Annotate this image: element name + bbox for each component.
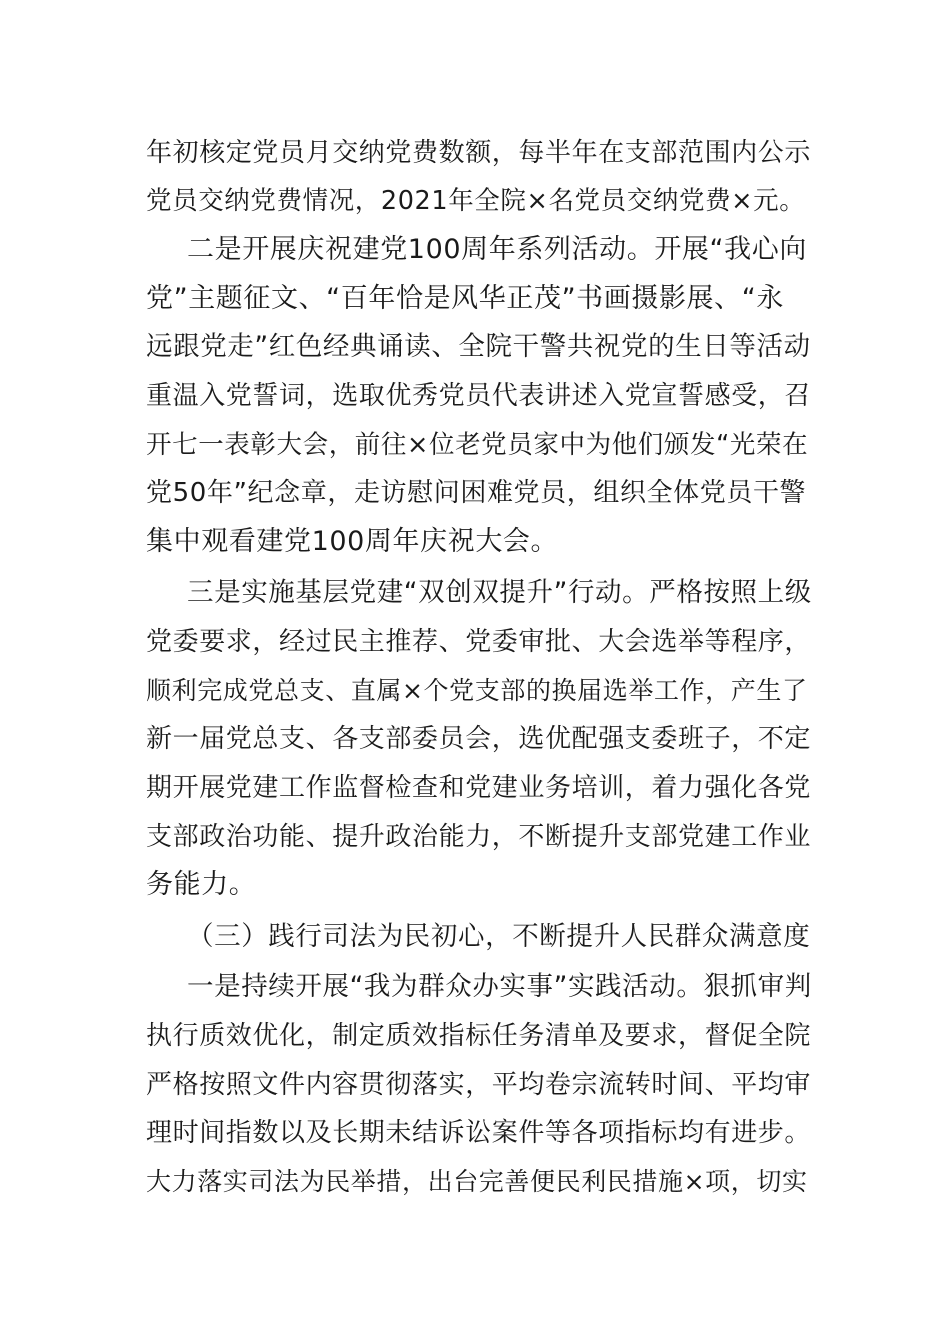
text-line: 务能力。 — [146, 869, 257, 900]
text-line: 党”主题征文、“百年恰是风华正茂”书画摄影展、“永 — [146, 283, 784, 314]
paragraph-start-line: 三是实施基层党建“双创双提升”行动。严格按照上级 — [187, 577, 812, 608]
text-line: 顺利完成党总支、直属×个党支部的换届选举工作，产生了 — [146, 676, 808, 705]
text-line: 期开展党建工作监督检查和党建业务培训，着力强化各党 — [146, 773, 812, 803]
paragraph-start-line: 二是开展庆祝建党100周年系列活动。开展“我心向 — [187, 234, 807, 265]
text-line: 新一届党总支、各支部委员会，选优配强支委班子，不定 — [146, 724, 812, 754]
text-line: 支部政治功能、提升政治能力，不断提升支部党建工作业 — [146, 822, 812, 852]
text-line: 集中观看建党100周年庆祝大会。 — [146, 526, 559, 557]
section-heading: （三）践行司法为民初心，不断提升人民群众满意度 — [187, 921, 811, 952]
text-line: 重温入党誓词，选取优秀党员代表讲述入党宣誓感受，召 — [146, 381, 812, 411]
text-line: 党50年”纪念章，走访慰问困难党员，组织全体党员干警 — [146, 478, 807, 508]
text-line: 开七一表彰大会，前往×位老党员家中为他们颁发“光荣在 — [146, 430, 809, 460]
text-line: 执行质效优化，制定质效指标任务清单及要求，督促全院 — [146, 1021, 812, 1051]
text-line: 理时间指数以及长期未结诉讼案件等各项指标均有进步。 — [146, 1118, 812, 1148]
text-line: 年初核定党员月交纳党费数额，每半年在支部范围内公示 — [146, 138, 812, 168]
text-line: 严格按照文件内容贯彻落实，平均卷宗流转时间、平均审 — [146, 1070, 812, 1100]
text-line: 大力落实司法为民举措，出台完善便民利民措施×项，切实 — [146, 1167, 808, 1196]
text-line: 党员交纳党费情况，2021年全院×名党员交纳党费×元。 — [146, 186, 806, 216]
text-line: 党委要求，经过民主推荐、党委审批、大会选举等程序， — [146, 627, 812, 657]
text-line: 远跟党走”红色经典诵读、全院干警共祝党的生日等活动 — [146, 331, 811, 362]
paragraph-start-line: 一是持续开展“我为群众办实事”实践活动。狠抓审判 — [187, 971, 812, 1002]
